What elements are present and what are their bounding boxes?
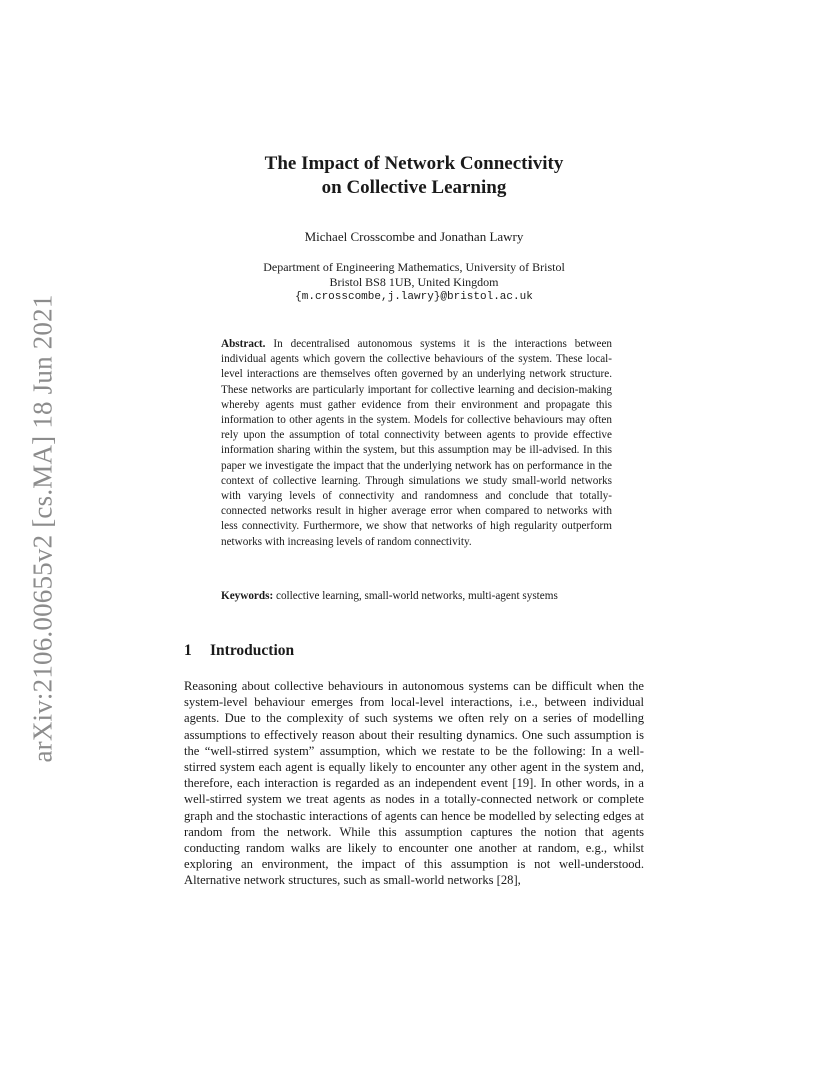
keywords-label: Keywords: [221,590,274,602]
abstract-label: Abstract. [221,338,266,350]
authors: Michael Crosscombe and Jonathan Lawry [304,229,524,244]
section-number: 1 [184,642,192,659]
keywords-text: collective learning, small-world networks, multi-agent systems [276,590,558,602]
title-line-1: The Impact of Network Connectivity [264,153,564,174]
arxiv-stamp [26,288,60,768]
affiliation-address: Bristol BS8 1UB, United Kingdom [329,275,499,289]
title-line-2: on Collective Learning [321,177,507,198]
affiliation-email: {m.crosscombe,j.lawry}@bristol.ac.uk [295,291,533,303]
arxiv-stamp-text: arXiv:2106.00655v2 [cs.MA] 18 Jun 2021 [27,293,58,763]
affiliation-department: Department of Engineering Mathematics, University of Bristol [263,260,565,274]
abstract [221,337,612,550]
affiliation [184,260,644,305]
section-title: Introduction [210,642,295,659]
keywords [221,589,612,604]
abstract-text: In decentralised autonomous systems it is the interactions between individual agents which govern the collective behaviours of the system. These local-level interactions are themselves often governed by an underlying network structure. These networks are particularly important for collective learning and decision-making whereby agents must gather evidence from their environment and propagate this information to other agents in the system. Models for collective behaviours may often rely upon the assumption of total connectivity between agents to provide effective information sharing within the system, but this assumption may be ill-advised. In this paper we investigate the impact that the underlying network has on performance in the context of collective learning. Through simulations we study small-world networks with varying levels of connectivity and randomness and conclude that totally-connected networks result in higher average error when compared to networks with less connectivity. Furthermore, we show that networks of high regularity outperform networks with increasing levels of random connectivity. [221,338,612,548]
introduction-paragraph: Reasoning about collective behaviours in autonomous systems can be difficult when the system-level behaviour emerges from local-level interactions, i.e., between individual agents. Due to the complexity of such systems we often rely on a series of modelling assumptions to effectively reason about their resulting dynamics. One such assumption is the “well-stirred system” assumption, which we restate to be the following: In a well-stirred system each agent is equally likely to encounter any other agent in the system and, therefore, each interaction is regarded as an independent event [19]. In other words, in a well-stirred system we treat agents as nodes in a totally-connected network or complete graph and the stochastic interactions of agents can hence be modelled by selecting edges at random from the network. While this assumption captures the notion that agents conducting random walks are likely to encounter one another at random, e.g., whilst exploring an environment, the impact of this assumption is not well-understood. Alternative network structures, such as small-world networks [28], [184,679,644,888]
section-heading [184,642,294,660]
paper-title [184,152,644,200]
